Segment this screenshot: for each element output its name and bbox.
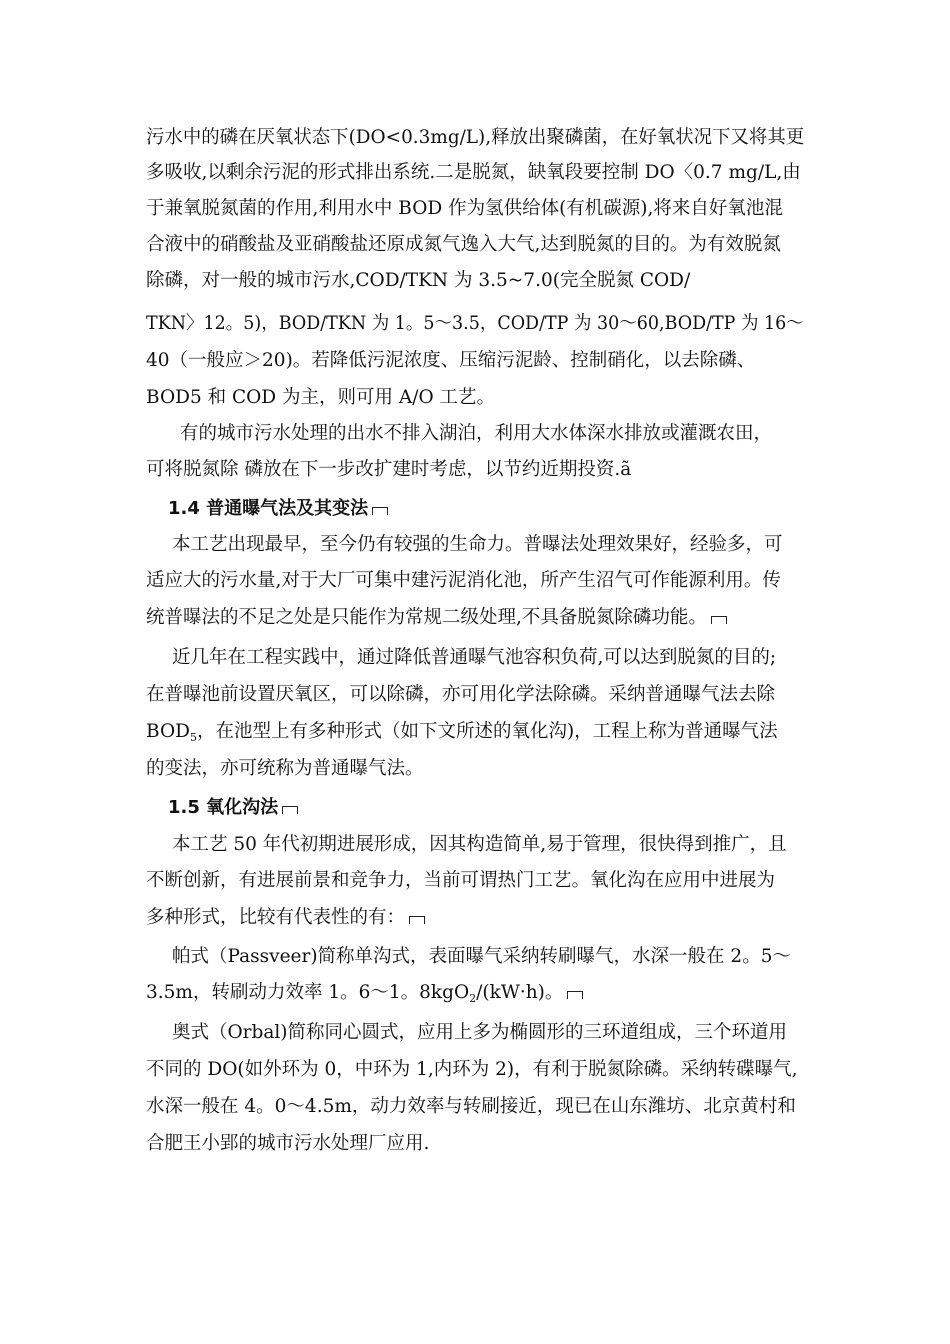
body-text: /(kW·h)。 bbox=[476, 982, 564, 1003]
section-heading bbox=[168, 496, 388, 522]
body-text-line: 不断创新，有进展前景和竞争力，当前可谓热门工艺。氧化沟在应用中进展为 bbox=[146, 870, 776, 891]
body-text-line: 本工艺 50 年代初期进展形成，因其构造简单,易于管理，很快得到推广，且 bbox=[172, 834, 787, 855]
body-text-line: 于兼氧脱氮菌的作用,利用水中 BOD 作为氢供给体(有机碳源),将来自好氧池混 bbox=[146, 198, 783, 219]
paragraph-mark-icon bbox=[372, 507, 388, 515]
body-text-line bbox=[146, 605, 727, 631]
body-text-line: 水深一般在 4。0～4.5m，动力效率与转刷接近，现已在山东潍坊、北京黄村和 bbox=[146, 1096, 796, 1117]
body-text-line: 40（一般应＞20)。若降低污泥浓度、压缩污泥龄、控制硝化，以去除磷、 bbox=[146, 350, 756, 371]
section-heading-text: 1.4 普通曝气法及其变法 bbox=[168, 498, 369, 519]
body-text-line: 在普曝池前设置厌氧区，可以除磷，亦可用化学法除磷。采纳普通曝气法去除 bbox=[146, 684, 776, 705]
subscript: 2 bbox=[469, 992, 477, 1005]
paragraph-mark-icon bbox=[282, 806, 298, 814]
body-text-line: 奥式（Orbal)简称同心圆式，应用上多为椭圆形的三环道组成，三个环道用 bbox=[172, 1022, 788, 1043]
body-text-line: 不同的 DO(如外环为 0，中环为 1,内环为 2)，有利于脱氮除磷。采纳转碟曝气, bbox=[146, 1059, 798, 1080]
body-text-line: 有的城市污水处理的出水不排入湖泊，利用大水体深水排放或灌溉农田， bbox=[180, 423, 773, 444]
body-text: ，在池型上有多种形式（如下文所述的氧化沟)，工程上称为普通曝气法 bbox=[196, 721, 778, 742]
bod-text: BOD bbox=[146, 721, 190, 742]
body-text-line bbox=[146, 719, 778, 745]
body-text-line: 适应大的污水量,对于大厂可集中建污泥消化池，所产生沼气可作能源利用。传 bbox=[146, 570, 781, 591]
body-text-line: TKN〉12。5)，BOD/TKN 为 1。5～3.5，COD/TP 为 30～60,BOD/TP 为 16～ bbox=[146, 313, 804, 334]
body-text-line: 除磷，对一般的城市污水,COD/TKN 为 3.5~7.0(完全脱氮 COD/ bbox=[146, 270, 691, 291]
section-heading-text: 1.5 氧化沟法 bbox=[168, 797, 279, 818]
paragraph-mark-icon bbox=[567, 991, 583, 999]
body-text-line: 本工艺出现最早，至今仍有较强的生命力。普曝法处理效果好，经验多，可 bbox=[172, 534, 783, 555]
body-text-line: BOD5 和 COD 为主，则可用 A/O 工艺。 bbox=[146, 387, 496, 408]
body-text-line: 合液中的硝酸盐及亚硝酸盐还原成氮气逸入大气,达到脱氮的目的。为有效脱氮 bbox=[146, 234, 781, 255]
body-text-line: 多吸收,以剩余污泥的形式排出系统.二是脱氮，缺氧段要控制 DO〈0.7 mg/L,由 bbox=[146, 162, 801, 183]
subscript: 5 bbox=[189, 731, 197, 744]
body-text-line bbox=[146, 905, 425, 931]
body-text-line: 帕式（Passveer)简称单沟式，表面曝气采纳转刷曝气，水深一般在 2。5～ bbox=[172, 946, 791, 967]
body-text: 统普曝法的不足之处是只能作为常规二级处理,不具备脱氮除磷功能。 bbox=[146, 607, 707, 628]
body-text: 3.5m，转刷动力效率 1。6～1。8kgO bbox=[146, 982, 470, 1003]
body-text-line: 近几年在工程实践中，通过降低普通曝气池容积负荷,可以达到脱氮的目的; bbox=[172, 647, 777, 668]
section-heading bbox=[168, 795, 298, 821]
paragraph-mark-icon bbox=[409, 916, 425, 924]
body-text-line: 的变法，亦可统称为普通曝气法。 bbox=[146, 758, 424, 779]
body-text-line: 污水中的磷在厌氧状态下(DO<0.3mg/L),释放出聚磷菌，在好氧状况下又将其更 bbox=[146, 127, 805, 148]
body-text-line: 可将脱氮除 磷放在下一步改扩建时考虑，以节约近期投资.ã bbox=[146, 459, 632, 480]
body-text-line: 合肥王小郢的城市污水处理厂应用. bbox=[146, 1133, 430, 1154]
body-text: 多种形式，比较有代表性的有： bbox=[146, 907, 406, 928]
paragraph-mark-icon bbox=[711, 616, 727, 624]
body-text-line bbox=[146, 980, 583, 1006]
